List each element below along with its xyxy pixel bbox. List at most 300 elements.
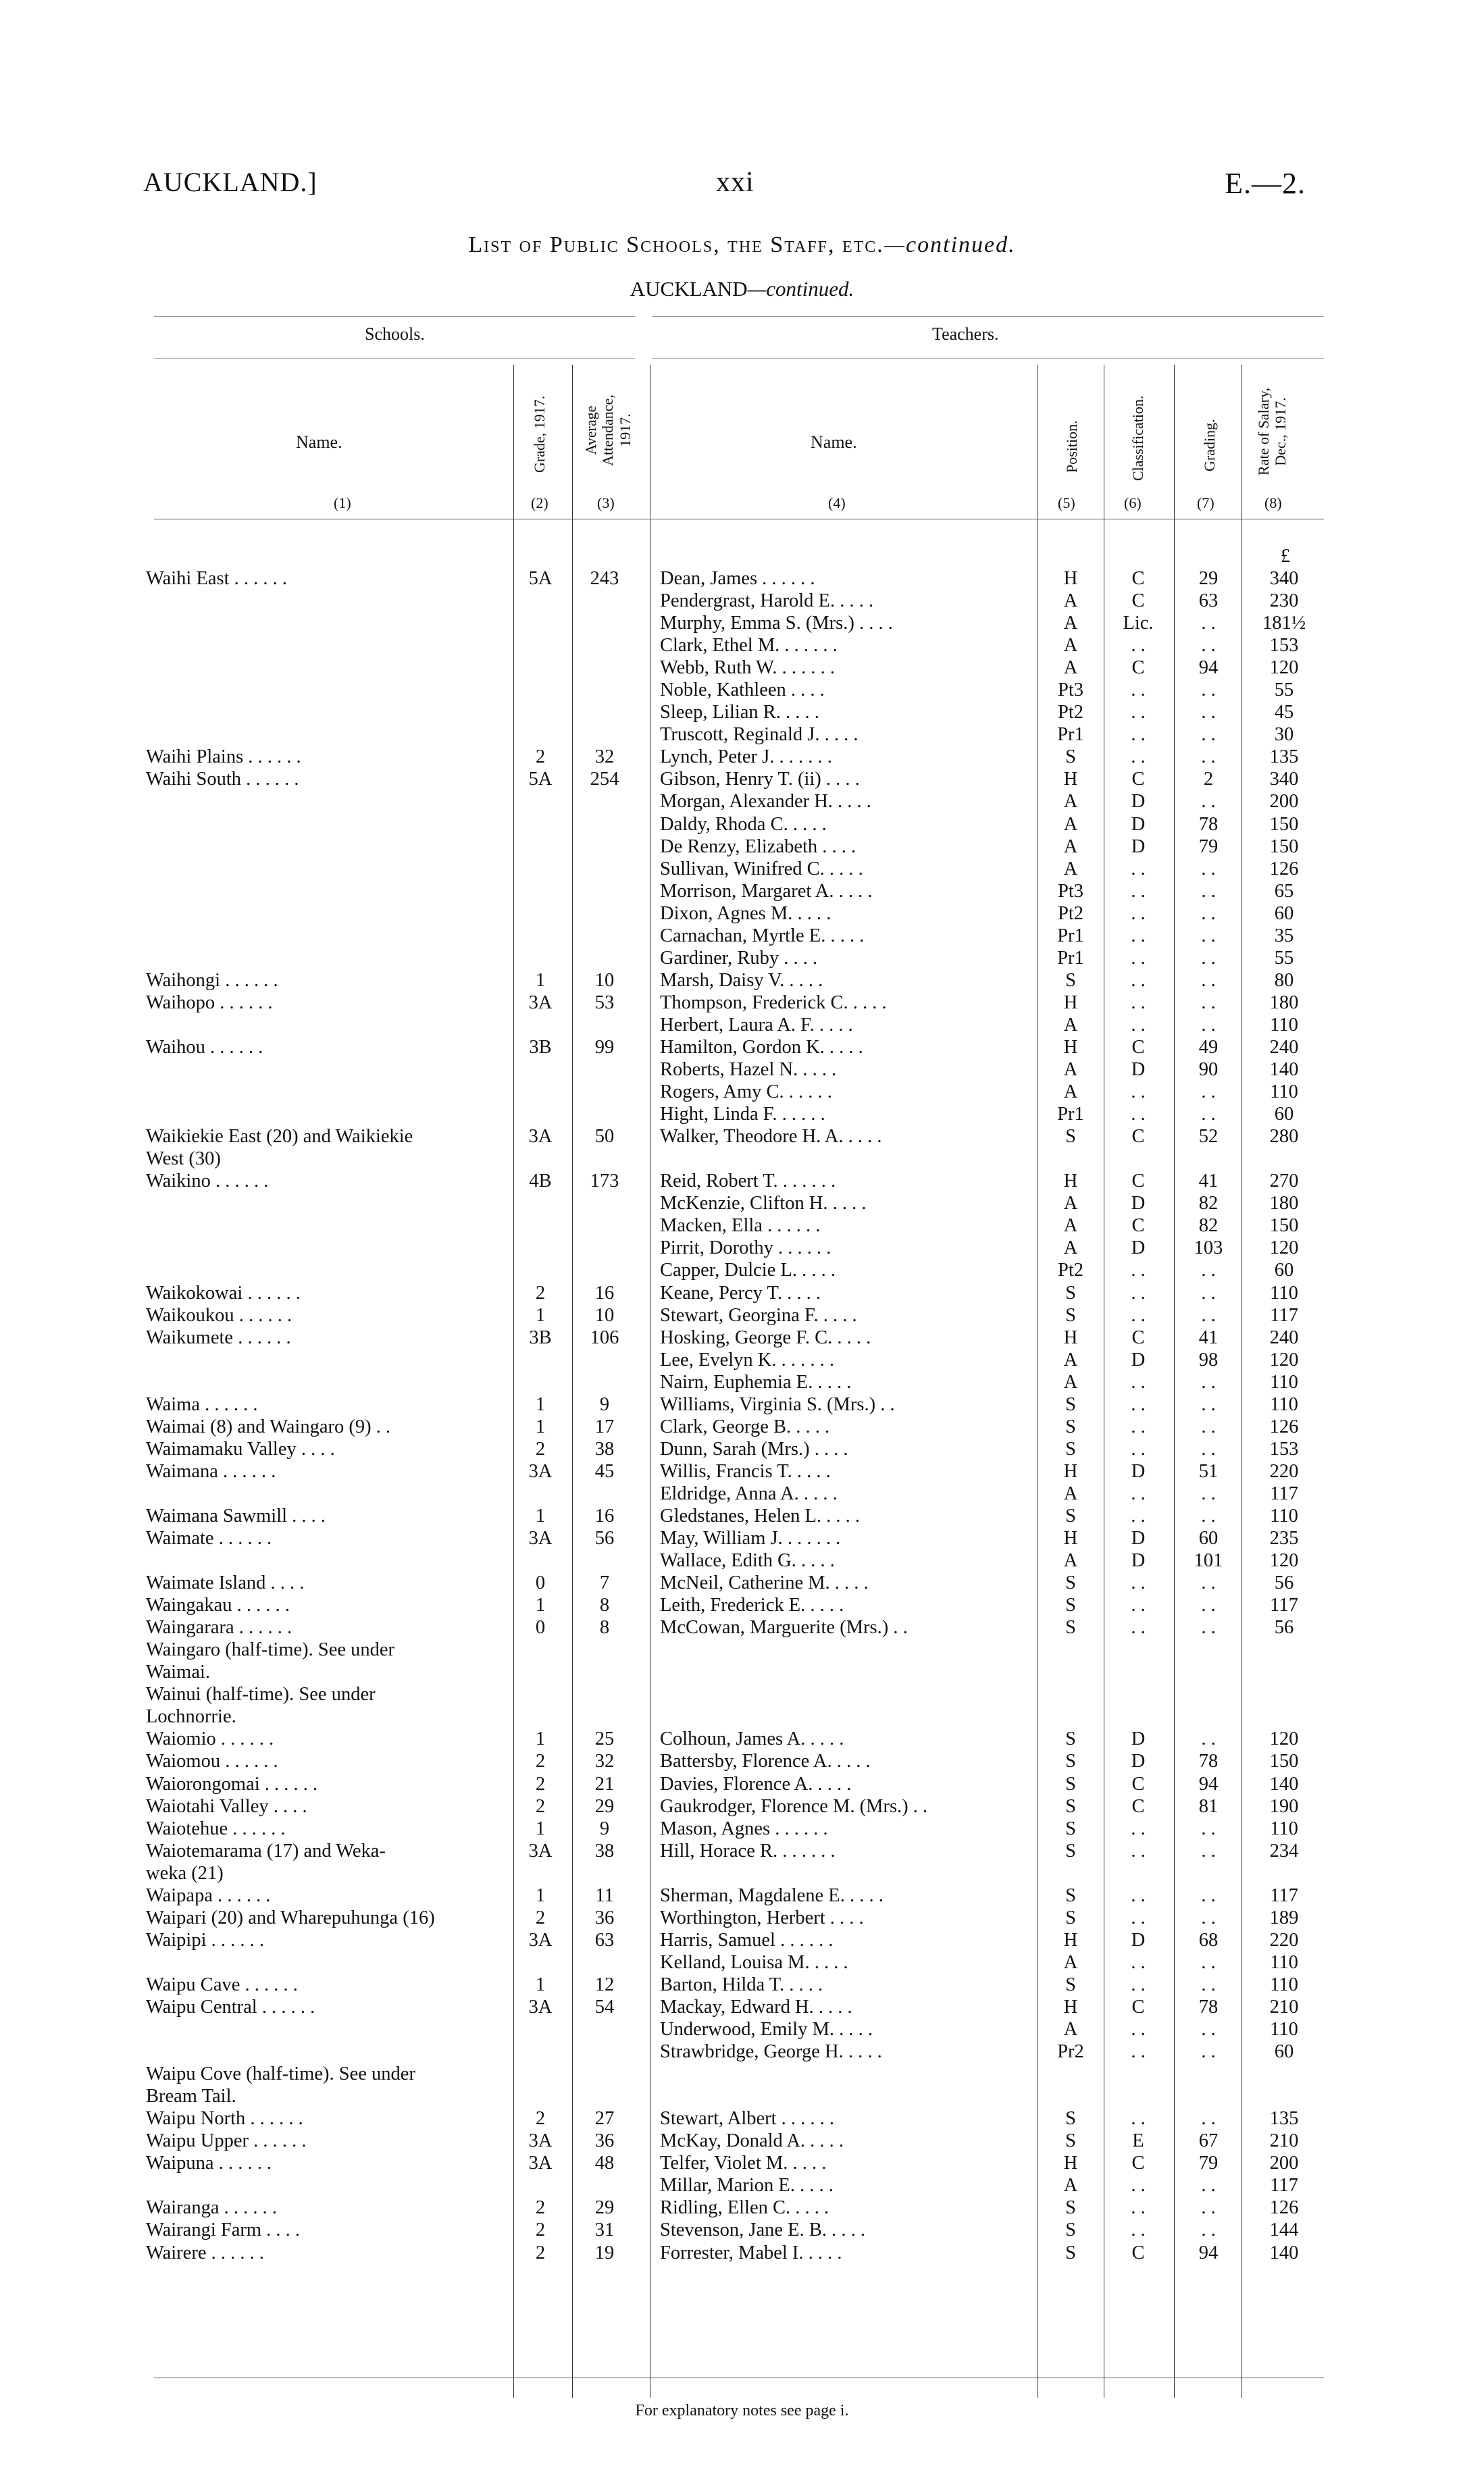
classification-cell: D [1131,1059,1146,1081]
teacher-name-cell: McKay, Donald A. . . . . [660,2130,844,2152]
grade-cell: 1 [535,1884,546,1906]
school-name-cell: Wainui (half-time). See under [146,1684,376,1705]
table-row [0,2130,1484,2152]
col-number-4: (4) [828,494,846,511]
grading-cell: 79 [1198,2153,1219,2174]
grading-cell: . . [1201,2219,1216,2241]
position-cell: S [1065,1773,1076,1795]
table-row [0,1549,1484,1572]
grade-cell: 3A [528,1460,553,1482]
salary-cell: 181½ [1262,613,1306,634]
teacher-name-cell: Strawbridge, George H. . . . . [660,2041,882,2063]
position-cell: A [1063,1371,1078,1393]
teacher-name-cell: Ridling, Ellen C. . . . . [660,2197,829,2219]
attendance-cell: 173 [590,1171,619,1192]
salary-cell: 60 [1274,1104,1294,1125]
salary-cell: 80 [1274,969,1294,991]
col-header-classification: Classification. [1129,395,1146,481]
grade-cell: 2 [535,2108,546,2130]
grading-cell: 78 [1198,1751,1219,1772]
currency-symbol: £ [1281,546,1290,567]
position-cell: S [1065,1617,1076,1639]
table-row [0,1483,1484,1505]
salary-cell: 150 [1269,813,1299,835]
grading-cell: 98 [1198,1349,1219,1370]
classification-cell: C [1131,1327,1145,1348]
col-header-teacher-name: Name. [811,432,857,452]
grading-cell: . . [1201,791,1216,813]
school-name-cell: Waikokowai . . . . . . [146,1282,301,1304]
position-cell: A [1063,590,1078,612]
school-name-cell: Waipuna . . . . . . [146,2153,272,2174]
classification-cell: . . [1131,1081,1146,1103]
teacher-name-cell: Worthington, Herbert . . . . [660,1907,864,1928]
salary-cell: 60 [1274,2041,1294,2063]
position-cell: A [1063,1059,1078,1081]
position-cell: A [1063,635,1078,657]
salary-cell: 180 [1269,1193,1299,1214]
teacher-name-cell: Gibson, Henry T. (ii) . . . . [660,769,860,790]
col-number-8: (8) [1264,494,1282,511]
grade-cell: 3A [528,2153,553,2174]
position-cell: Pr1 [1057,1104,1084,1125]
school-name-cell: Waiotehue . . . . . . [146,1818,286,1839]
col-header-salary: Rate of Salary, Dec., 1917. [1255,388,1289,476]
grading-cell: . . [1201,1884,1216,1906]
grade-cell: 2 [535,1907,546,1928]
grading-cell: . . [1201,1416,1216,1437]
attendance-cell: 16 [594,1282,615,1304]
position-cell: A [1063,1081,1078,1103]
school-name-cell: Waihou . . . . . . [146,1036,263,1058]
grading-cell: . . [1201,1505,1216,1526]
salary-cell: 120 [1269,657,1299,679]
table-row [0,992,1484,1014]
teacher-name-cell: Clark, George B. . . . . [660,1416,830,1437]
classification-cell: D [1131,1237,1146,1259]
teacher-name-cell: Stevenson, Jane E. B. . . . . [660,2219,865,2241]
grade-cell: 2 [535,1795,546,1817]
col-number-3: (3) [597,494,615,511]
position-cell: Pr1 [1057,947,1084,969]
salary-cell: 153 [1269,635,1299,657]
school-name-cell: weka (21) [146,1862,224,1884]
grade-cell: 3A [528,1929,553,1951]
classification-cell: . . [1131,1438,1146,1460]
school-name-cell: Waingaro (half-time). See under [146,1639,395,1661]
table-row [0,1661,1484,1683]
table-row [0,679,1484,701]
grade-cell: 1 [535,1416,546,1437]
classification-cell: C [1131,1036,1145,1058]
school-name-cell: Waipu North . . . . . . [146,2108,303,2130]
classification-cell: . . [1131,2019,1146,2041]
position-cell: S [1065,2242,1076,2263]
table-row [0,1371,1484,1393]
teacher-name-cell: Nairn, Euphemia E. . . . . [660,1371,852,1393]
attendance-cell: 9 [599,1818,610,1839]
salary-cell: 110 [1270,1951,1298,1973]
table-row [0,1416,1484,1438]
classification-cell: C [1131,1126,1145,1148]
salary-cell: 110 [1270,1505,1298,1526]
classification-cell: . . [1131,992,1146,1013]
table-row [0,1594,1484,1616]
classification-cell: C [1131,2242,1145,2263]
classification-cell: D [1131,1528,1146,1549]
grading-cell: . . [1201,1907,1216,1928]
grading-cell: 81 [1198,1795,1219,1817]
teacher-name-cell: Dean, James . . . . . . [660,568,815,589]
salary-cell: 120 [1269,1550,1299,1572]
teacher-name-cell: Roberts, Hazel N. . . . . [660,1059,837,1081]
classification-cell: . . [1131,1974,1146,1995]
teacher-name-cell: Murphy, Emma S. (Mrs.) . . . . [660,613,893,634]
grade-cell: 2 [535,2197,546,2219]
grading-cell: . . [1201,1483,1216,1504]
grade-cell: 0 [535,1572,546,1594]
position-cell: H [1063,1929,1078,1951]
grade-cell: 3A [528,1126,553,1148]
position-cell: H [1063,1327,1078,1348]
attendance-cell: 10 [594,969,615,991]
grading-cell: 51 [1198,1460,1219,1482]
classification-cell: . . [1131,925,1146,946]
title-main: List of Public Schools, the Staff, etc. [468,232,884,257]
table-row [0,768,1484,790]
teacher-name-cell: De Renzy, Elizabeth . . . . [660,836,856,857]
classification-cell: C [1131,1773,1145,1795]
table-row [0,1795,1484,1818]
salary-cell: 180 [1269,992,1299,1013]
attendance-cell: 106 [590,1327,619,1348]
salary-cell: 117 [1270,1595,1298,1616]
grade-cell: 3A [528,1840,553,1862]
teacher-name-cell: Truscott, Reginald J. . . . . [660,724,859,746]
salary-cell: 144 [1269,2219,1299,2241]
table-row [0,1840,1484,1862]
grading-cell: . . [1201,858,1216,879]
salary-cell: 126 [1269,858,1299,879]
school-name-cell: Waingarara . . . . . . [146,1617,292,1639]
teacher-name-cell: Eldridge, Anna A. . . . . [660,1483,838,1504]
classification-cell: Lic. [1123,613,1154,634]
group-rule-teachers [652,358,1324,359]
grading-cell: . . [1201,613,1216,634]
position-cell: A [1063,2019,1078,2041]
salary-cell: 234 [1269,1840,1299,1862]
table-row [0,1616,1484,1639]
teacher-name-cell: Gaukrodger, Florence M. (Mrs.) . . [660,1795,928,1817]
teacher-name-cell: Keane, Percy T. . . . . [660,1282,821,1304]
classification-cell: D [1131,1550,1146,1572]
grading-cell: 103 [1194,1237,1223,1259]
teacher-name-cell: Harris, Samuel . . . . . . [660,1929,834,1951]
position-cell: S [1065,1416,1076,1437]
teacher-name-cell: Reid, Robert T. . . . . . . [660,1171,836,1192]
table-row [0,1728,1484,1750]
position-cell: S [1065,1572,1076,1594]
teacher-name-cell: Thompson, Frederick C. . . . . [660,992,887,1013]
table-row [0,746,1484,768]
school-name-cell: Wairere . . . . . . [146,2242,264,2263]
salary-cell: 150 [1269,1215,1299,1237]
attendance-cell: 36 [594,2130,615,2152]
grade-cell: 2 [535,1773,546,1795]
group-header-teachers: Teachers. [932,324,999,344]
attendance-cell: 54 [594,1997,615,2018]
table-row [0,2041,1484,2063]
teacher-name-cell: Mackay, Edward H. . . . . [660,1997,852,2018]
salary-cell: 135 [1269,2108,1299,2130]
table-row [0,969,1484,992]
position-cell: H [1063,1171,1078,1192]
attendance-cell: 29 [594,2197,615,2219]
classification-cell: . . [1131,969,1146,991]
table-row [0,925,1484,947]
table-row [0,1884,1484,1907]
school-name-cell: Waihi Plains . . . . . . [146,746,301,768]
position-cell: Pt3 [1057,880,1084,902]
grade-cell: 2 [535,1751,546,1772]
col-number-6: (6) [1124,494,1142,511]
table-row [0,2197,1484,2219]
table-row [0,1192,1484,1214]
teacher-name-cell: Mason, Agnes . . . . . . [660,1818,828,1839]
position-cell: A [1063,1550,1078,1572]
grading-cell: . . [1201,702,1216,723]
grading-cell: . . [1201,1951,1216,1973]
grade-cell: 0 [535,1617,546,1639]
salary-cell: 30 [1274,724,1294,746]
table-row [0,1214,1484,1237]
col-number-5: (5) [1058,494,1075,511]
group-rule-schools [154,358,635,359]
position-cell: Pt3 [1057,679,1084,701]
table-row [0,1705,1484,1728]
attendance-cell: 8 [599,1595,610,1616]
grading-cell: . . [1201,1728,1216,1750]
school-name-cell: Waikumete . . . . . . [146,1327,291,1348]
attendance-cell: 8 [599,1617,610,1639]
grading-cell: . . [1201,1974,1216,1995]
col-number-7: (7) [1197,494,1214,511]
school-name-cell: Waimate Island . . . . [146,1572,305,1594]
grading-cell: . . [1201,947,1216,969]
teacher-name-cell: Wallace, Edith G. . . . . [660,1550,835,1572]
classification-cell: . . [1131,2197,1146,2219]
school-name-cell: Waiotahi Valley . . . . [146,1795,307,1817]
teacher-name-cell: Willis, Francis T. . . . . [660,1460,831,1482]
salary-cell: 230 [1269,590,1299,612]
teacher-name-cell: Pirrit, Dorothy . . . . . . [660,1237,831,1259]
attendance-cell: 29 [594,1795,615,1817]
school-name-cell: Waiomio . . . . . . [146,1728,274,1750]
salary-cell: 140 [1269,2242,1299,2263]
grade-cell: 2 [535,746,546,768]
table-row [0,880,1484,902]
table-row [0,1862,1484,1884]
classification-cell: C [1131,1795,1145,1817]
teacher-name-cell: Sherman, Magdalene E. . . . . [660,1884,884,1906]
position-cell: S [1065,1795,1076,1817]
grading-cell: 94 [1198,1773,1219,1795]
classification-cell: . . [1131,902,1146,924]
position-cell: S [1065,2108,1076,2130]
table-row [0,1639,1484,1661]
position-cell: H [1063,1528,1078,1549]
teacher-name-cell: McNeil, Catherine M. . . . . [660,1572,869,1594]
classification-cell: . . [1131,1572,1146,1594]
classification-cell: . . [1131,635,1146,657]
grade-cell: 3A [528,992,553,1013]
attendance-cell: 31 [594,2219,615,2241]
grading-cell: . . [1201,2197,1216,2219]
classification-cell: D [1131,1193,1146,1214]
table-row [0,723,1484,746]
teacher-name-cell: Walker, Theodore H. A. . . . . [660,1126,882,1148]
teacher-name-cell: Sleep, Lilian R. . . . . [660,702,819,723]
classification-cell: . . [1131,746,1146,768]
salary-cell: 60 [1274,902,1294,924]
position-cell: S [1065,1840,1076,1862]
salary-cell: 210 [1269,1997,1299,2018]
grading-cell: 79 [1198,836,1219,857]
table-row [0,657,1484,679]
page-subtitle [0,277,1484,301]
attendance-cell: 38 [594,1840,615,1862]
position-cell: A [1063,2175,1078,2197]
position-cell: A [1063,858,1078,879]
table-row [0,1951,1484,1974]
table-row [0,858,1484,880]
salary-cell: 200 [1269,2153,1299,2174]
position-cell: S [1065,2197,1076,2219]
classification-cell: . . [1131,679,1146,701]
school-name-cell: Waimana Sawmill . . . . [146,1505,326,1526]
salary-cell: 45 [1274,702,1294,723]
salary-cell: 210 [1269,2130,1299,2152]
classification-cell: . . [1131,724,1146,746]
subtitle-continued: —continued. [747,277,854,301]
school-name-cell: Waipipi . . . . . . [146,1929,265,1951]
table-row [0,2242,1484,2264]
grade-cell: 5A [528,769,553,790]
grading-cell: . . [1201,1818,1216,1839]
grading-cell: 63 [1198,590,1219,612]
table-row [0,1014,1484,1036]
footnote: For explanatory notes see page i. [635,2402,849,2419]
attendance-cell: 50 [594,1126,615,1148]
salary-cell: 340 [1269,769,1299,790]
classification-cell: . . [1131,1840,1146,1862]
grading-cell: 78 [1198,813,1219,835]
grade-cell: 3A [528,2130,553,2152]
grading-cell: . . [1201,1371,1216,1393]
classification-cell: D [1131,1460,1146,1482]
salary-cell: 110 [1270,1014,1298,1035]
teacher-name-cell: Millar, Marion E. . . . . [660,2175,834,2197]
teacher-name-cell: Dunn, Sarah (Mrs.) . . . . [660,1438,848,1460]
classification-cell: . . [1131,2108,1146,2130]
teacher-name-cell: Battersby, Florence A. . . . . [660,1751,871,1772]
teacher-name-cell: Forrester, Mabel I. . . . . [660,2242,842,2263]
salary-cell: 110 [1270,1818,1298,1839]
attendance-cell: 99 [594,1036,615,1058]
grading-cell: 90 [1198,1059,1219,1081]
salary-cell: 120 [1269,1728,1299,1750]
salary-cell: 110 [1270,1282,1298,1304]
grading-cell: 41 [1198,1171,1219,1192]
grading-cell: . . [1201,1572,1216,1594]
position-cell: A [1063,1215,1078,1237]
position-cell: H [1063,2153,1078,2174]
attendance-cell: 32 [594,1751,615,1772]
title-continued: —continued. [884,232,1016,257]
grading-cell: . . [1201,1617,1216,1639]
grading-cell: 67 [1198,2130,1219,2152]
position-cell: A [1063,1951,1078,1973]
table-row [0,1527,1484,1549]
position-cell: H [1063,568,1078,589]
school-name-cell: Waiomou . . . . . . [146,1751,278,1772]
classification-cell: D [1131,813,1146,835]
table-row [0,612,1484,634]
teacher-name-cell: Gardiner, Ruby . . . . [660,947,818,969]
grading-cell: 94 [1198,657,1219,679]
school-name-cell: Waipari (20) and Wharepuhunga (16) [146,1907,435,1928]
position-cell: S [1065,1974,1076,1995]
position-cell: A [1063,791,1078,813]
salary-cell: 235 [1269,1528,1299,1549]
page-title [0,232,1484,258]
salary-cell: 189 [1269,1907,1299,1928]
grade-cell: 1 [535,969,546,991]
grading-cell: . . [1201,2019,1216,2041]
grade-cell: 3A [528,1997,553,2018]
grading-cell: 94 [1198,2242,1219,2263]
running-header-left: AUCKLAND.] [143,167,317,197]
classification-cell: . . [1131,947,1146,969]
table-row [0,836,1484,858]
classification-cell: C [1131,1997,1145,2018]
table-row [0,1259,1484,1281]
table-row [0,1773,1484,1795]
teacher-name-cell: Davies, Florence A. . . . . [660,1773,852,1795]
classification-cell: . . [1131,1951,1146,1973]
teacher-name-cell: Stewart, Albert . . . . . . [660,2108,835,2130]
teacher-name-cell: Macken, Ella . . . . . . [660,1215,821,1237]
attendance-cell: 27 [594,2108,615,2130]
position-cell: S [1065,1818,1076,1839]
attendance-cell: 12 [594,1974,615,1995]
position-cell: S [1065,1393,1076,1415]
teacher-name-cell: Carnachan, Myrtle E. . . . . [660,925,865,946]
table-row [0,567,1484,590]
teacher-name-cell: Stewart, Georgina F. . . . . [660,1304,857,1326]
position-cell: A [1063,1349,1078,1370]
salary-cell: 56 [1274,1617,1294,1639]
grading-cell: . . [1201,1104,1216,1125]
table-row [0,1304,1484,1327]
classification-cell: C [1131,1215,1145,1237]
table-row [0,2085,1484,2107]
classification-cell: . . [1131,1260,1146,1281]
page-number: xxi [716,167,754,198]
classification-cell: C [1131,657,1145,679]
salary-cell: 140 [1269,1773,1299,1795]
school-name-cell: Lochnorrie. [146,1706,236,1728]
